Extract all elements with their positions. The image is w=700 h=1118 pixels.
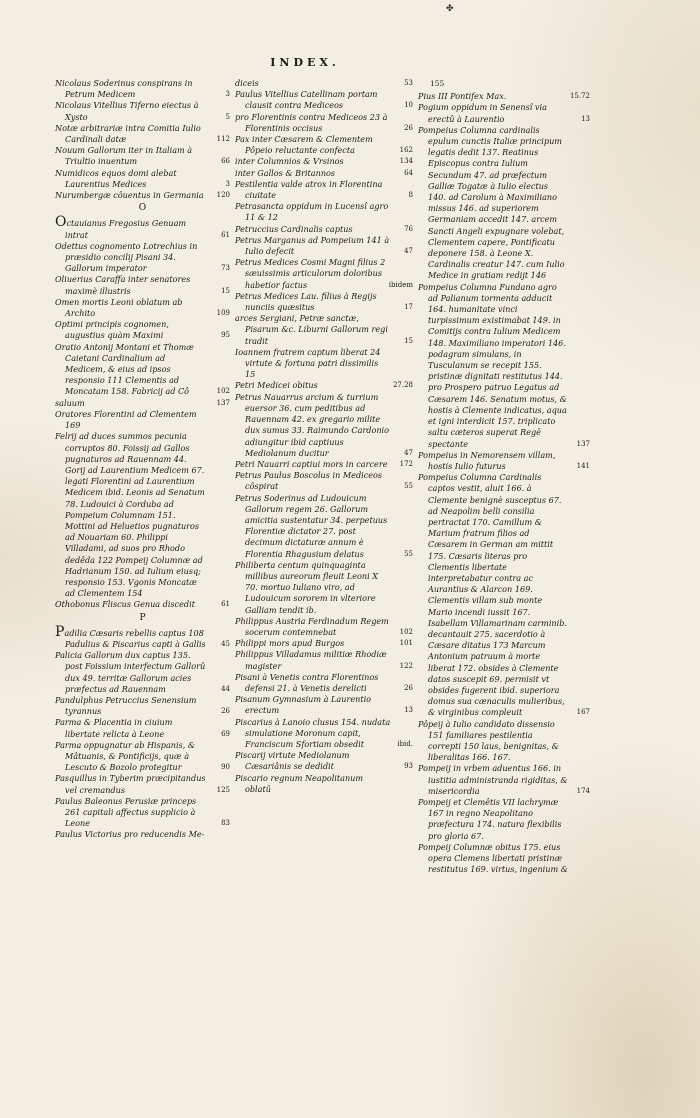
entry-text: Pompeius Columna Cardinalis captos vestit, aluit 166. à Clemente benignè susceptus 67. ad Neapolim belli consilia pertractat 170. Camillum & Marium fratrum filios ad Cæsarem in German am mittit 175. Cæsaris literas pro Clementis libertate interpretabatur contra ac Aurantius & Alarcon 169. Clementis villam sub monte Mario incendi iussit 167. Isabellam Villamarinam carminib. decantauit 275. sacerdotio à Cæsare ditatus 173 Marcum Antonium patruum à morte liberat 172. obsides à Clemente datos suscepit 69. permisit vt obsides fugerent ibid. superiora domus sua cænaculis mulieribus, & virginibus compleuit xyxy=(418,472,567,718)
index-entry xyxy=(418,797,590,842)
index-entry xyxy=(235,112,413,134)
entry-text: Numidicos equos domi alebat Laurentius Medices xyxy=(55,167,177,189)
index-entry xyxy=(235,773,413,795)
index-entry xyxy=(235,78,413,89)
index-entry xyxy=(55,342,230,398)
entry-page-ref: 66 xyxy=(221,157,230,166)
index-entry xyxy=(55,100,230,122)
entry-text: Octauianus Fregosius Genuam intrat xyxy=(55,214,187,240)
entry-page-ref: 44 xyxy=(221,684,230,693)
index-entry xyxy=(418,842,590,876)
entry-text: Pisani à Venetis contra Florentinos defensi 21. à Venetis derelicti xyxy=(235,671,379,693)
entry-text: inter Gallos & Britannos xyxy=(235,167,336,178)
entry-page-ref: 90 xyxy=(221,763,230,772)
entry-page-ref: 13 xyxy=(404,706,413,715)
entry-text: saluum xyxy=(55,397,85,408)
index-entry xyxy=(235,616,413,638)
entry-text: Felrij ad duces summos pecunia corruptos 80. Foissij ad Gallos pugnaturos ad Rauennam 44. Gorij ad Laurentium Medicem 67. legati Florentini ad Laurentium Medicem ibid. Leonis ad Senatum 78. Ludouici à Corduba ad Pompeium Columnam 151. Mottini ad Heluetios pugnaturos ad Nouariam 60. Philippi Villadami, ad suos pro Rhodo dedêda 122 Pompeij Columnæ ad Hadrianum 150. ad Iulium eiusq; responsio 153. Vgonis Moncatæ ad Clementem 154 xyxy=(55,431,205,599)
entry-page-ref: 141 xyxy=(576,461,590,470)
entry-text: Petrus Nauarrus arcium & turrium euersor 36. cum peditibus ad Rauennam 42. ex gregario milite dux sumus 33. Raimundo Cardonio adiungitur ibid captiuus Mediolanum ducitur xyxy=(235,391,389,458)
index-entry xyxy=(418,102,590,124)
entry-page-ref: 61 xyxy=(221,600,230,609)
index-entry xyxy=(235,347,413,381)
entry-text: arces Sergiani, Petræ sanctæ, Pisarum &c. Liburni Gallorum regi tradit xyxy=(235,313,388,346)
entry-text: Oratio Antonij Montani et Thomæ Caietani Cardinalium ad Medicem, & eius ad ipsos responsio 111 Clementis ad Moncatam 158. Fabricij ad Cô xyxy=(55,341,194,397)
index-entry xyxy=(235,168,413,179)
entry-text: Petrus Soderinus ad Ludouicum Gallorum regem 26. Gallorum amicitia sustentatur 34. perpetuus Florentiæ dictator 27. post decimum dictaturæ annum è Florentia Rhagusium delatus xyxy=(235,492,388,559)
entry-text: Piscarij virtute Mediolanum Cæsariânis se dedidit xyxy=(235,750,350,772)
entry-text: Petrus Paulus Boscolus in Mediceos côspirat xyxy=(235,470,383,492)
entry-text: Oratores Florentini ad Clementem 169 xyxy=(55,408,197,431)
entry-text: Petruccius Cardinalis captus xyxy=(235,223,353,234)
entry-text: Parma & Placentia in ciuium libertate relicta à Leone xyxy=(55,717,173,739)
entry-text: Petri Medicei obitus xyxy=(235,380,318,391)
index-entry xyxy=(55,319,230,341)
index-entry xyxy=(55,650,230,695)
entry-page-ref: 109 xyxy=(216,309,230,318)
index-entry xyxy=(55,274,230,296)
entry-text: Pompeius in Nemorensem villam, hostis Iulio futurus xyxy=(418,449,556,471)
entry-page-ref: 3 xyxy=(225,179,230,188)
index-entry xyxy=(418,282,590,450)
entry-page-ref: 13 xyxy=(581,114,590,123)
entry-page-ref: 55 xyxy=(404,549,413,558)
entry-text: Oliuerius Caraffa inter senatores maximè illustris xyxy=(55,274,191,296)
entry-page-ref: 47 xyxy=(404,448,413,457)
entry-text: Pestilentia valde atrox in Florentina ciuitate xyxy=(235,178,383,201)
index-entry xyxy=(235,291,413,313)
entry-text: Petrus Marganus ad Pompeium 141 à Iulio defecit xyxy=(235,234,390,257)
index-column-2 xyxy=(235,78,413,795)
index-column-3 xyxy=(418,78,590,875)
section-letter: P xyxy=(139,612,146,623)
index-entry xyxy=(55,123,230,145)
index-entry xyxy=(235,717,413,751)
entry-text: Philippus Austria Ferdinadum Regem socerum contemnebat xyxy=(235,615,389,637)
index-entry xyxy=(235,493,413,560)
entry-page-ref: 73 xyxy=(221,264,230,273)
entry-page-ref: 15.72 xyxy=(569,92,590,101)
entry-page-ref: 15 xyxy=(221,286,230,295)
entry-text: Petrus Medices Lau. filius à Regijs nunciis quæsitus xyxy=(235,290,377,313)
entry-text: Nicolaus Vitellius Tiferno eiectus à Xysto xyxy=(55,100,199,122)
index-entry xyxy=(418,450,590,472)
index-entry xyxy=(418,719,590,764)
index-entry xyxy=(235,459,413,470)
entry-text: Othobonus Fliscus Genua discedit xyxy=(55,599,195,610)
entry-text: Petrus Medices Cosmi Magni filius 2 sæuissimis articulorum doloribus habetior factus xyxy=(235,257,386,290)
entry-text: Pompeij in vrbem aduentus 166. in iustitia administranda rigiditas, & misericordia xyxy=(418,763,568,796)
entry-text: Pandulphus Petruccius Senensium tyrannus xyxy=(55,694,197,717)
entry-page-ref: 64 xyxy=(404,168,413,177)
entry-page-ref: 15 xyxy=(404,336,413,345)
index-entry xyxy=(418,763,590,797)
index-entry xyxy=(235,649,413,671)
entry-text: Petri Nauarri captiui mors in carcere xyxy=(235,458,388,469)
index-entry xyxy=(235,156,413,167)
entry-text: Pôpeij à Iulio candidato dissensio 151 familiares pestilentia correpti 150 laus, benignitas, & liberalitas 166. 167. xyxy=(418,718,559,763)
entry-page-ref: 55 xyxy=(404,482,413,491)
entry-page-ref: ibidem xyxy=(388,280,413,289)
entry-page-ref: 102 xyxy=(216,387,230,396)
continued-page-number: 155 xyxy=(430,79,445,88)
entry-text: Pompeij et Clemêtis VII lachrymæ 167 in regno Neapolitano præfectura 174. natura flexibilis pro gloria 67. xyxy=(418,797,562,841)
index-entry xyxy=(235,750,413,772)
index-entry xyxy=(55,241,230,275)
entry-page-ref: 17 xyxy=(404,303,413,312)
entry-page-ref: 47 xyxy=(404,247,413,256)
entry-text: Petrasancta oppidum in Lucensî agro 11 & 12 xyxy=(235,201,389,223)
entry-page-ref: 167 xyxy=(576,708,590,717)
entry-text: inter Columnios & Vrsinos xyxy=(235,156,344,167)
index-entry xyxy=(55,214,230,240)
index-entry xyxy=(235,235,413,257)
printer-ornament: ✤ xyxy=(446,4,454,14)
entry-text: Pisanum Gymnasium à Laurentio erectum xyxy=(235,694,372,716)
entry-text: Nicolaus Soderinus conspirans in Petrum Medicem xyxy=(55,78,193,100)
entry-text: Odettus cognomento Lotrechius in præsidio concilij Pisani 34. Gallorum imperator xyxy=(55,240,198,274)
entry-page-ref: 125 xyxy=(216,785,230,794)
entry-page-ref: 27.28 xyxy=(392,381,413,390)
entry-page-ref: 83 xyxy=(221,819,230,828)
entry-text: Padilia Cæsaris rebellis captus 108 Padulius & Piscarius capti à Gallis xyxy=(55,623,206,649)
entry-page-ref: 53 xyxy=(404,79,413,87)
entry-text: Paulus Baleonus Perusiæ princeps 261 capitali affectus supplicio à Leone xyxy=(55,795,197,829)
index-entry xyxy=(235,470,413,492)
entry-text: Nouum Gallorum iter in Italiam à Triultio inuentum xyxy=(55,145,193,167)
index-entry xyxy=(235,224,413,235)
entry-text: Pompeij Columnæ obitus 175. eius opera Clemens libertati pristinæ restitutus 169. virtus, ingenium & xyxy=(418,841,568,875)
index-entry xyxy=(55,623,230,650)
entry-page-ref: 134 xyxy=(399,157,413,166)
index-entry xyxy=(55,190,230,201)
index-entry xyxy=(235,257,413,291)
entry-page-ref: 45 xyxy=(221,639,230,648)
entry-page-ref: 95 xyxy=(221,331,230,340)
index-entry xyxy=(235,380,413,391)
entry-text: Palicia Gallorum dux captus 135. post Foissium interfectum Gallorû dux 49. territæ Gallorum acies præfectus ad Rauennam xyxy=(55,650,206,694)
index-entry xyxy=(55,409,230,431)
index-entry xyxy=(55,297,230,319)
page-title: INDEX. xyxy=(270,56,340,69)
entry-page-ref: 174 xyxy=(576,786,590,795)
entry-text: Philiberta centum quinquaginta millibus aureorum fleuit Leoni X 70. mortuo Iuliano viro, ad Ludouicum sororem in vlteriore Galliam tendit ib. xyxy=(235,559,379,615)
entry-text: Optimi principis cognomen, augustius quàm Maximi xyxy=(55,319,169,341)
index-entry xyxy=(55,695,230,717)
index-entry xyxy=(55,796,230,830)
entry-text: Piscario regnum Neapolitanum oblatû xyxy=(235,772,364,794)
entry-page-ref: 8 xyxy=(408,191,413,200)
index-column-1 xyxy=(55,78,230,841)
index-entry xyxy=(235,638,413,649)
entry-page-ref: 76 xyxy=(404,224,413,233)
section-letter: O xyxy=(138,203,147,214)
entry-page-ref: 10 xyxy=(404,101,413,110)
entry-text: Pogium oppidum in Senensî via erectû à Laurentio xyxy=(418,102,547,124)
entry-page-ref: 102 xyxy=(399,627,413,636)
entry-page-ref: 101 xyxy=(399,639,413,648)
index-entry xyxy=(235,313,413,347)
index-entry xyxy=(55,431,230,599)
entry-text: Notæ arbitrariæ intra Comitia Iulio Cardinali datæ xyxy=(55,122,201,145)
index-entry xyxy=(55,168,230,190)
entry-page-ref: 5 xyxy=(225,112,230,121)
entry-page-ref: 112 xyxy=(216,135,230,144)
index-entry xyxy=(55,599,230,610)
index-entry xyxy=(418,91,590,102)
entry-page-ref: 122 xyxy=(399,661,413,670)
entry-page-ref: 61 xyxy=(221,230,230,239)
index-entry xyxy=(418,125,590,282)
entry-text: Omen mortis Leoni oblatum ab Archito xyxy=(55,296,183,319)
entry-text: Pax inter Cæsarem & Clementem Pôpeio reluctante confecta xyxy=(235,134,373,156)
entry-page-ref: ibid. xyxy=(397,739,413,748)
entry-page-ref: 162 xyxy=(399,146,413,155)
entry-page-ref: 26 xyxy=(404,683,413,692)
entry-text: Pompeius Columna Fundano agro ad Palianum tormenta adducit 164. humanitate vinci turpissimum existimabat 149. in Comitijs contra Iulium Medicem 148. Maximiliano imperatori 146. podagram simulans, in Tusculanum se recepit 155. pristinæ dignitati restitutus 144. pro Prospero patruo Legatus ad Cæsarem 146. Senatum motus, & hostis à Clemente indicatus, aqua et igni interdicit 157. triplicato saltu cæteros superat Regē spectante xyxy=(418,281,567,449)
index-entry xyxy=(235,672,413,694)
entry-text: Pompeius Columna cardinalis epulum cunctis Italiæ principum legatis dedit 137. Reatinus Episcopus contra Iulium Secundum 47. ad præfectum Galliæ Togatæ à Iulio electus 140. ad Carolum à Maximiliano missus 146. ad superiorem Germaniam accedit 147. arcem Sancti Angeli expugnare volebat, Clementem capere, Pontificatu deponere 158. à Leone X. Cardinalis creatur 147. cum Iulio Medice in gratiam redijt 146 xyxy=(418,124,565,281)
index-entry xyxy=(235,560,413,616)
entry-text: diceis xyxy=(235,78,259,88)
entry-page-ref: 26 xyxy=(404,123,413,132)
index-entry xyxy=(55,773,230,795)
entry-text: Ioannem fratrem captum liberat 24 virtute & fortuna patri dissimilis 15 xyxy=(235,346,381,380)
index-entry xyxy=(235,179,413,201)
entry-text: Paulus Victorius pro reducendis Me- xyxy=(55,829,205,840)
entry-text: Philippi mors apud Burgos xyxy=(235,638,345,649)
entry-text: Pius III Pontifex Max. xyxy=(418,91,507,102)
index-entry xyxy=(235,392,413,459)
entry-text: Piscarius à Lanoio clusus 154. nudata simulatione Moronum capit, Franciscum Sfortiam obsedit xyxy=(235,716,391,749)
index-entry xyxy=(235,694,413,716)
entry-page-ref: 120 xyxy=(216,191,230,200)
entry-text: Philippus Villadamus militiæ Rhodiæ magister xyxy=(235,649,387,671)
entry-page-ref: 26 xyxy=(221,707,230,716)
index-entry xyxy=(235,89,413,111)
entry-text: Nurumbergæ côuentus in Germania xyxy=(55,190,204,201)
index-entry xyxy=(55,78,230,100)
entry-text: pro Florentinis contra Mediceos 23 à Florentinis occisus xyxy=(235,111,388,133)
entry-page-ref: 93 xyxy=(404,762,413,771)
entry-page-ref: 69 xyxy=(221,729,230,738)
index-entry xyxy=(55,145,230,167)
entry-page-ref: 137 xyxy=(576,439,590,448)
entry-text: Parma oppugnatur ab Hispanis, & Mâtuanis, & Pontificijs, quæ à Lescuto & Bozolo protegitur xyxy=(55,739,196,773)
index-entry xyxy=(55,398,230,409)
entry-page-ref: 172 xyxy=(399,459,413,468)
index-entry xyxy=(55,740,230,774)
entry-text: Paulus Vitellius Catellinam portam clausit contra Mediceos xyxy=(235,89,378,111)
index-entry xyxy=(235,201,413,223)
index-entry xyxy=(418,472,590,718)
entry-page-ref: 137 xyxy=(216,398,230,407)
index-entry xyxy=(55,829,230,840)
index-entry xyxy=(55,717,230,739)
index-entry xyxy=(235,134,413,156)
entry-text: Pasquillus in Tyberim præcipitandus vel cremandus xyxy=(55,773,206,795)
entry-page-ref: 3 xyxy=(225,90,230,99)
